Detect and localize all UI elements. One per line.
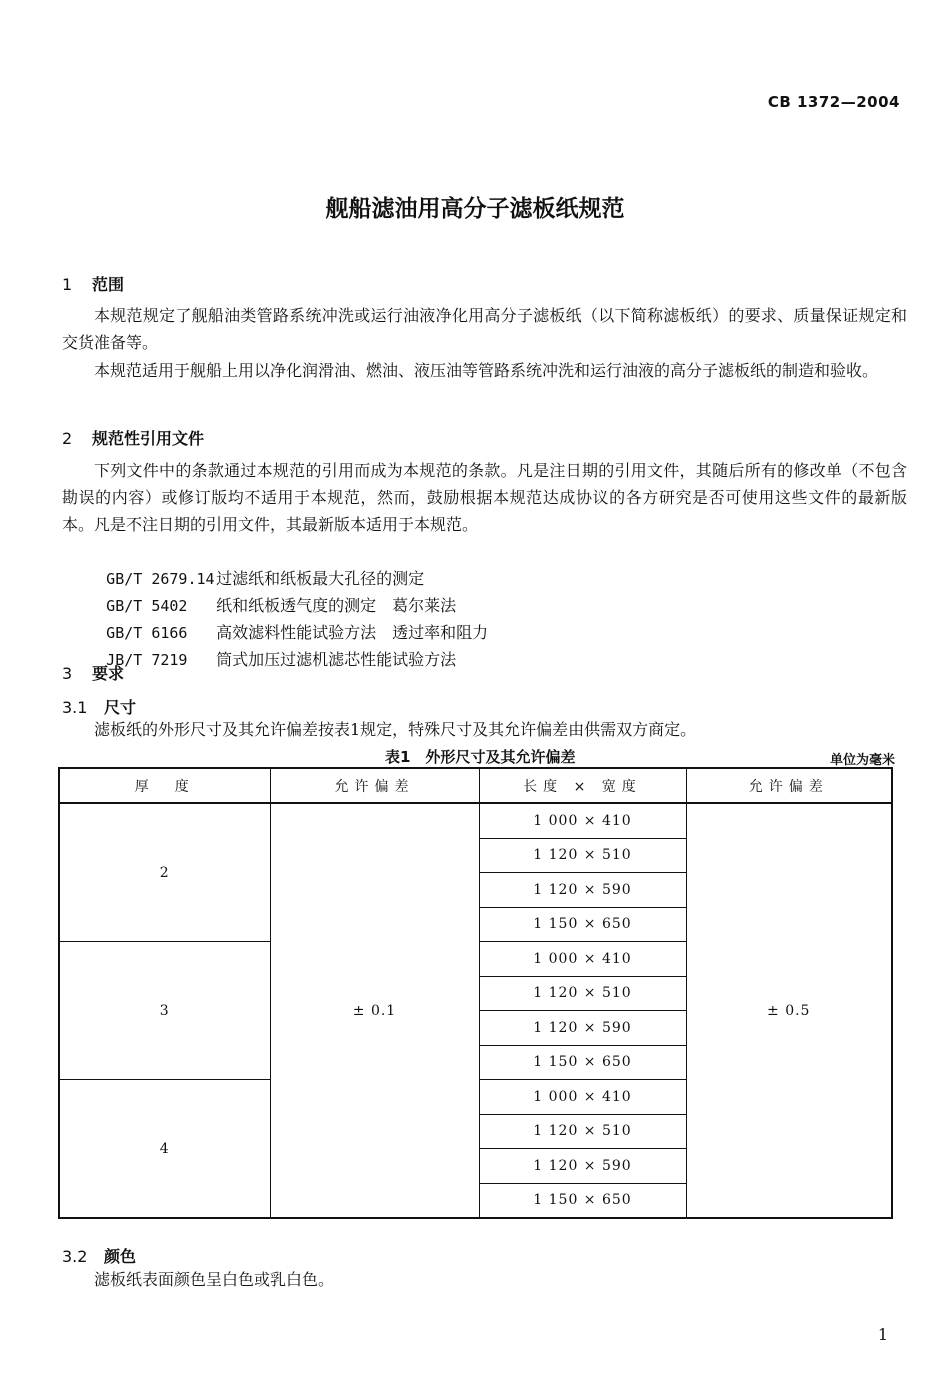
- size-cell: 1 120 × 510: [479, 838, 686, 873]
- section-2-paragraph: 下列文件中的条款通过本规范的引用而成为本规范的条款。凡是注日期的引用文件，其随后所有的修改单（不包含勘误的内容）或修订版均不适用于本规范，然而，鼓励根据本规范达成协议的各方研究是否可使用这些文件的最新版本。凡是不注日期的引用文件，其最新版本适用于本规范。: [62, 461, 907, 534]
- section-number: 3.2: [62, 1247, 88, 1266]
- header-thickness: 厚 度: [59, 768, 270, 803]
- size-cell: 1 150 × 650: [479, 1183, 686, 1218]
- table-header-row: [59, 768, 892, 803]
- section-number: 3.1: [62, 698, 88, 717]
- reference-item: [96, 619, 456, 674]
- section-1-paragraph-2: 本规范适用于舰船上用以净化润滑油、燃油、液压油等管路系统冲洗和运行油液的高分子滤板纸的制造和验收。: [94, 361, 879, 380]
- section-2-heading: [62, 426, 204, 449]
- thickness-cell: 2: [59, 803, 270, 942]
- section-1-paragraph-1: 本规范规定了舰船油类管路系统冲洗或运行油液净化用高分子滤板纸（以下简称滤板纸）的要求、质量保证规定和交货准备等。: [62, 306, 907, 352]
- reference-code: GB/T 2679.14: [106, 570, 215, 588]
- reference-title: 筒式加压过滤机滤芯性能试验方法: [216, 650, 457, 669]
- size-cell: 1 120 × 510: [479, 976, 686, 1011]
- section-title: 尺寸: [104, 698, 137, 717]
- section-1-heading: [62, 272, 124, 295]
- size-cell: 1 000 × 410: [479, 942, 686, 977]
- section-title: 颜色: [104, 1247, 137, 1266]
- reference-code: JB/T 7219: [106, 651, 188, 669]
- thickness-cell: 3: [59, 942, 270, 1080]
- reference-title: 过滤纸和纸板最大孔径的测定: [216, 569, 425, 588]
- reference-title: 高效滤料性能试验方法 透过率和阻力: [216, 623, 489, 642]
- section-title: 要求: [92, 664, 125, 683]
- table-caption: 表1 外形尺寸及其允许偏差: [385, 748, 576, 766]
- size-cell: 1 000 × 410: [479, 1080, 686, 1115]
- reference-title: 纸和纸板透气度的测定 葛尔莱法: [216, 596, 457, 615]
- size-cell: 1 120 × 590: [479, 1149, 686, 1184]
- size-cell: 1 150 × 650: [479, 907, 686, 942]
- size-cell: 1 150 × 650: [479, 1045, 686, 1080]
- section-title: 范围: [92, 275, 125, 294]
- section-3-2-heading: [62, 1244, 136, 1267]
- size-cell: 1 120 × 590: [479, 873, 686, 908]
- header-size-tolerance: 允许偏差: [686, 768, 892, 803]
- header-length-width: 长度 × 宽度: [479, 768, 686, 803]
- section-number: 2: [62, 429, 73, 448]
- section-number: 3: [62, 664, 73, 683]
- thickness-tolerance-cell: ± 0.1: [270, 803, 479, 1218]
- dimension-table: [58, 767, 893, 1219]
- reference-code: GB/T 5402: [106, 597, 188, 615]
- size-tolerance-cell: ± 0.5: [686, 803, 892, 1218]
- thickness-cell: 4: [59, 1080, 270, 1219]
- table-unit: 单位为毫米: [829, 753, 895, 768]
- section-3-1-heading: [62, 695, 136, 718]
- header-thickness-tolerance: 允许偏差: [270, 768, 479, 803]
- size-cell: 1 000 × 410: [479, 803, 686, 838]
- reference-code: GB/T 6166: [106, 624, 188, 642]
- size-cell: 1 120 × 590: [479, 1011, 686, 1046]
- standard-code: CB 1372—2004: [767, 93, 900, 111]
- section-title: 规范性引用文件: [92, 429, 205, 448]
- section-3-1-paragraph: 滤板纸的外形尺寸及其允许偏差按表1规定，特殊尺寸及其允许偏差由供需双方商定。: [94, 720, 697, 739]
- document-title: 舰船滤油用高分子滤板纸规范: [325, 196, 625, 222]
- size-cell: 1 120 × 510: [479, 1114, 686, 1149]
- section-3-2-paragraph: 滤板纸表面颜色呈白色或乳白色。: [94, 1270, 335, 1289]
- page-number: 1: [877, 1325, 888, 1344]
- section-number: 1: [62, 275, 73, 294]
- table-row: [59, 803, 892, 838]
- section-3-heading: [62, 661, 124, 684]
